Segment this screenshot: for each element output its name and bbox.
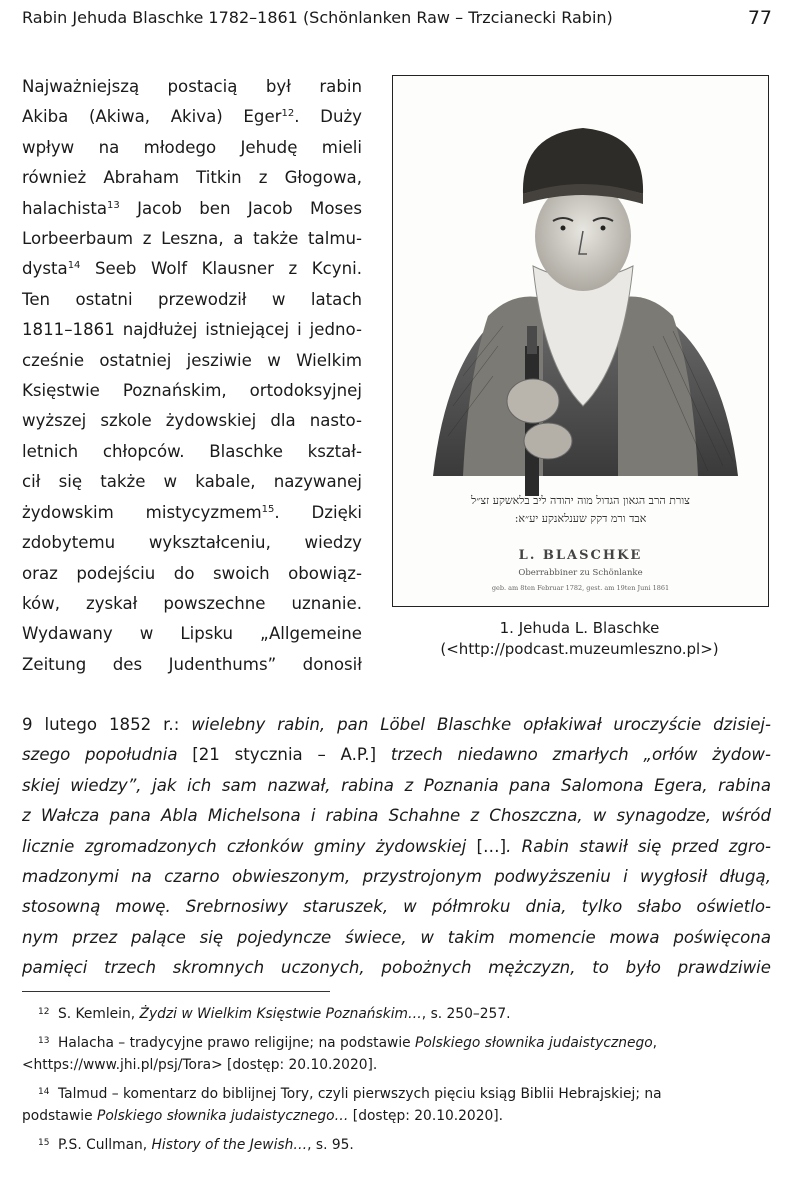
text-line: oraz podejściu do swoich obowiąz- [22, 563, 362, 583]
text-line: Lorbeerbaum z Leszna, a także talmu- [22, 229, 362, 249]
text-line: halachista$^{13}$ Jacob ben Jacob Moses [22, 198, 362, 218]
footnote-number [22, 1083, 58, 1105]
text-line: również Abraham Titkin z Głogowa, [22, 168, 362, 188]
quote-text: szego popołudnia [22, 745, 193, 765]
footnote-title: Polskiego słownika judaistycznego [415, 1035, 653, 1051]
text-line: wpływ na młodego Jehudę mieli [22, 137, 362, 157]
footnote-ref: 12 [281, 108, 295, 120]
text-line: dysta$^{14}$ Seeb Wolf Klausner z Kcyni. [22, 259, 362, 279]
footnote-number [22, 1134, 58, 1156]
quote-text: trzech niedawno zmarłych „orłów żydow- [376, 745, 771, 765]
hebrew-inscription-line-1: צורת הרב הגאון הגדול מוה יהודה ליב בלאשקע זצ״ל [471, 494, 690, 507]
text-line: zdobytemu wykształceniu, wiedzy [22, 533, 362, 553]
portrait-engraving [393, 76, 768, 546]
footnote-title: Polskiego słownika judaistycznego… [97, 1108, 349, 1124]
footnote-number-sup: 12 [38, 1007, 50, 1017]
footnote: $^{15}$ P.S. Cullman, History of the Jewish…, s. 95. [22, 1134, 771, 1156]
portrait-figure [392, 75, 769, 607]
text-line: letnich chłopców. Blaschke kształ- [22, 441, 362, 461]
full-width-text [22, 710, 771, 984]
quote-text: madzonymi na czarno obwieszonym, przystrojonym podwyższeniu i wygłosił długą, [22, 867, 771, 887]
caption-line-2: (<http://podcast.muzeumleszno.pl>) [440, 640, 719, 658]
figure-caption [392, 618, 767, 660]
footnote-number-sup: 13 [38, 1036, 50, 1046]
footnote: $^{14}$ Talmud – komentarz do biblijnej Tory, czyli pierwszych pięciu ksiąg Biblii Hebrajskiej; na podstawie Polskiego słownika judaistycznego… [dostęp: 20.10.2020]. [22, 1083, 771, 1127]
footnote-ref: 14 [67, 260, 81, 272]
quote-text: nym przez palące się pojedyncze świece, w takim momencie mowa poświęcona [22, 927, 771, 947]
footnote-separator [22, 991, 330, 992]
footnote-title: History of the Jewish… [151, 1137, 308, 1153]
portrait-subtitle: Oberrabbiner zu Schönlanke [518, 568, 643, 578]
text-line: Wydawany w Lipsku „Allgemeine [22, 624, 362, 644]
quote-text: . Rabin stawił się przed zgro- [506, 836, 771, 856]
footnotes [22, 1003, 771, 1163]
text-line [22, 801, 771, 831]
portrait-dates: geb. am 8ten Februar 1782, gest. am 19ten Juni 1861 [491, 584, 670, 592]
hebrew-inscription-line-2: אבד ורמ דקק שענלאנקע יע״א: [514, 512, 647, 525]
text-line: żydowskim mistycyzmem$^{15}$. Dzięki [22, 502, 362, 522]
running-header [22, 8, 772, 36]
text-line: szego popołudnia [21 stycznia – A.P.] trzech niedawno zmarłych „orłów żydow- [22, 745, 771, 765]
footnote-line-2: podstawie Polskiego słownika judaistycznego… [dostęp: 20.10.2020]. [22, 1108, 504, 1124]
quote-text: skiej wiedzy”, jak ich sam nazwał, rabina z Poznania pana Salomona Egera, rabina [22, 775, 771, 795]
footnote: $^{13}$ Halacha – tradycyjne prawo religijne; na podstawie Polskiego słownika judaistycznego, <https://www.jhi.pl/psj/Tora> [dostęp: 20.10.2020]. [22, 1032, 771, 1076]
footnote-number [22, 1003, 58, 1025]
text-line: Akiba (Akiwa, Akiva) Eger$^{12}$. Duży [22, 107, 363, 127]
text-line: Ten ostatni przewodził w latach [22, 289, 362, 309]
text-line: Księstwie Poznańskim, ortodoksyjnej [22, 381, 362, 401]
quote-text: z Wałcza pana Abla Michelsona i rabina Schahne z Choszczna, w synagodze, wśród [22, 806, 771, 826]
quote-text: pamięci trzech skromnych uczonych, pobożnych mężczyzn, to było prawdziwie [22, 958, 771, 978]
footnote-number [22, 1032, 58, 1054]
footnote: $^{12}$ S. Kemlein, Żydzi w Wielkim Księstwie Poznańskim…, s. 250–257. [22, 1003, 771, 1025]
footnote-number-sup: 14 [38, 1087, 50, 1097]
footnote-line-2: <https://www.jhi.pl/psj/Tora> [dostęp: 20.10.2020]. [22, 1057, 378, 1073]
text-line [22, 862, 771, 892]
left-column-text [22, 72, 362, 680]
text-line: Najważniejszą postacią był rabin [22, 77, 362, 96]
text-line: wyższej szkole żydowskiej dla nasto- [22, 411, 362, 431]
caption-line-1: 1. Jehuda L. Blaschke [499, 619, 660, 637]
quote-text: stosowną mowę. Srebrnosiwy staruszek, w półmroku dnia, tylko słabo oświetlo- [22, 897, 771, 917]
text-line: 1811–1861 najdłużej istniejącej i jedno- [22, 320, 362, 340]
running-title: Rabin Jehuda Blaschke 1782–1861 (Schönlanken Raw – Trzcianecki Rabin) [22, 8, 613, 27]
quote-text: wielebny rabin, pan Löbel Blaschke opłakiwał uroczyście dzisiej- [191, 715, 772, 734]
text-line: cześnie ostatniej jesziwie w Wielkim [22, 350, 362, 370]
text-line: Zeitung des Judenthums” donosił [22, 654, 362, 674]
text-line [22, 953, 771, 983]
page-number: 77 [747, 7, 772, 29]
text-line [22, 771, 771, 801]
text-line [22, 923, 771, 953]
text-line [22, 892, 771, 922]
text-line: licznie zgromadzonych członków gminy żydowskiej […]. Rabin stawił się przed zgro- [22, 836, 771, 856]
text-line: cił się także w kabale, nazywanej [22, 472, 362, 492]
footnote-ref: 13 [107, 199, 120, 211]
quote-text: licznie zgromadzonych członków gminy żydowskiej [22, 836, 477, 856]
portrait-nameplate: L. BLASCHKE [518, 548, 643, 563]
text-line: 9 lutego 1852 r.: wielebny rabin, pan Löbel Blaschke opłakiwał uroczyście dzisiej- [22, 715, 772, 734]
footnote-ref: 15 [261, 503, 275, 515]
text-line: ków, zyskał powszechne uznanie. [22, 593, 362, 613]
footnote-title: Żydzi w Wielkim Księstwie Poznańskim… [139, 1006, 422, 1022]
footnote-number-sup: 15 [38, 1138, 50, 1148]
